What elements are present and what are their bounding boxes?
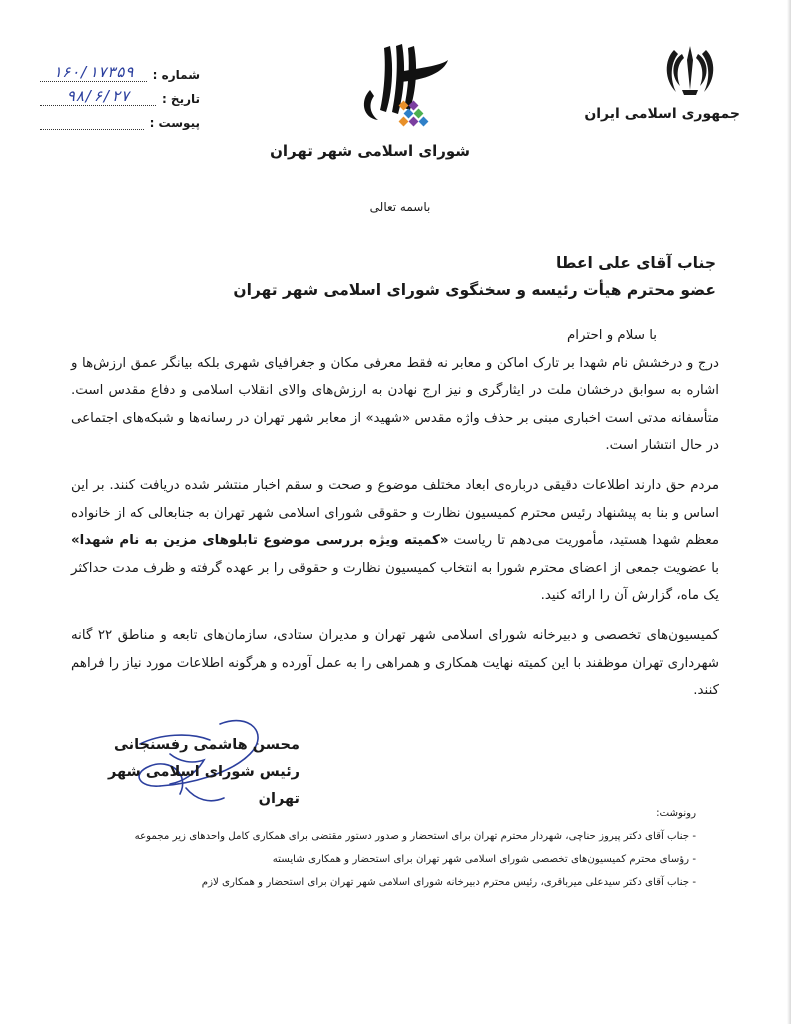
cc-item: - جناب آقای دکتر سیدعلی میرباقری، رئیس محترم دبیرخانه شورای اسلامی شهر تهران برای استحضار و همکاری لازم (201, 877, 696, 888)
body-paragraph-3-end: با عضویت جمعی از اعضای محترم شورا به انتخاب کمیسیون نظارت و حقوقی را بر عهده گرفته و ظرف مدت حداکثر یک ماه، گزارش آن را ارائه کنید. (71, 560, 719, 604)
committee-name: «کمیته ویژه بررسی موضوع تابلوهای مزین به نام شهدا» (71, 533, 449, 549)
cc-title: رونوشت: (656, 808, 696, 819)
attachment-value (40, 111, 144, 130)
recipient-block (76, 250, 716, 304)
iran-emblem (584, 40, 740, 122)
cc-item: - جناب آقای دکتر پیروز حناچی، شهردار محترم تهران برای استحضار و صدور دستور مقتضی برای همکاری کامل واحدهای زیر مجموعه (134, 831, 696, 842)
body-paragraph-2-3 (71, 472, 719, 610)
iran-emblem-icon (660, 40, 720, 100)
cc-block (96, 802, 696, 894)
recipient-name: جناب آقای علی اعطا (556, 254, 716, 272)
council-logo-icon (340, 38, 460, 138)
scan-edge (787, 0, 791, 1024)
date-value: ۹۸/۶/۲۷ (40, 87, 156, 106)
signatory-title: رئیس شورای اسلامی شهر تهران (107, 764, 300, 807)
meta-date-row (40, 82, 200, 106)
body-paragraph-4: کمیسیون‌های تخصصی و دبیرخانه شورای اسلامی شهر تهران و مدیران ستادی، سازمان‌های تابعه و مناطق ۲۲ گانه شهرداری تهران موظفند با این کمیته نهایت همکاری و همراهی را به عمل آورده و هرگونه اطلاعات مورد نیاز را فراهم کنند. (71, 627, 720, 699)
signatory-name: محسن هاشمی رفسنجانی (113, 737, 300, 753)
letter-meta (40, 58, 200, 130)
body-paragraph-3-start: بر این اساس و بنا به پیشنهاد رئیس محترم کمیسیون نظارت و حقوقی شورای اسلامی شهر تهران به جنابعالی که از خانواده معظم شهدا هستید، مأموریت می‌دهم تا ریاست (71, 477, 719, 549)
number-value: ۱۶۰/۱۷۳۵۹ (40, 63, 147, 82)
signature-block (100, 732, 330, 812)
meta-attachment-row (40, 106, 200, 130)
letter-body (71, 322, 719, 717)
body-paragraph-1: درج و درخشش نام شهدا بر تارک اماکن و معابر نه فقط معرفی مکان و جغرافیای شهری بلکه بیانگر عمق ارزش‌ها و اشاره به سوابق درخشان ملت در ایثارگری و نیز ارج نهادن به ارزش‌های والای انقلاب اسلامی و دفاع مقدس است. متأسفانه مدتی است اخباری مبنی بر حذف واژه مقدس «شهید» از معابر شهر تهران در رسانه‌ها و شبکه‌های اجتماعی در حال انتشار است. (71, 355, 719, 454)
council-caption: شورای اسلامی شهر تهران (270, 142, 470, 160)
emblem-caption: جمهوری اسلامی ایران (584, 106, 740, 122)
number-label: شماره : (152, 68, 200, 82)
cc-item: - رؤسای محترم کمیسیون‌های تخصصی شورای اسلامی شهر تهران برای استحضار و همکاری شایسته (272, 854, 696, 865)
body-paragraph-2: مردم حق دارند اطلاعات دقیقی درباره‌ی ابعاد مختلف موضوع و صحت و سقم اخبار منتشر شده دریافت کنند. (109, 477, 720, 493)
greeting: با سلام و احترام (567, 328, 657, 343)
attachment-label: پیوست : (149, 116, 200, 130)
signatory (100, 732, 300, 813)
recipient-title: عضو محترم هیأت رئیسه و سخنگوی شورای اسلامی شهر تهران (233, 281, 716, 299)
council-logo (270, 38, 470, 160)
bismillah-line: باسمه تعالی (369, 200, 431, 214)
date-label: تاریخ : (161, 92, 200, 106)
meta-number-row (40, 58, 200, 82)
